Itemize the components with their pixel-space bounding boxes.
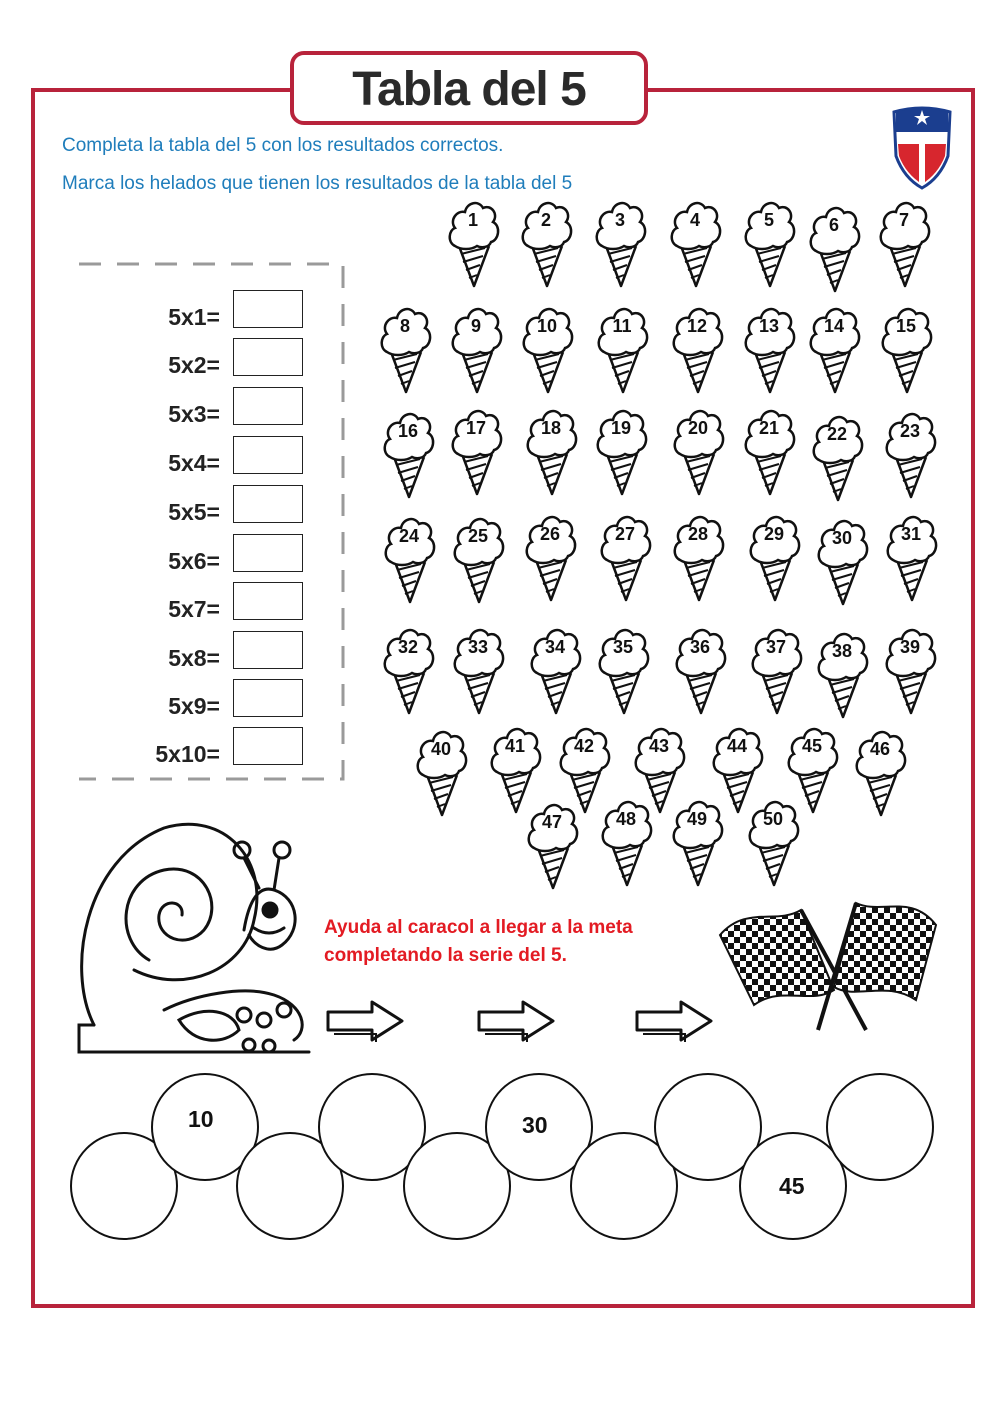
ice-cream-cone[interactable] [669, 302, 727, 394]
ice-cream-number: 14 [823, 316, 845, 336]
ice-cream-number: 32 [397, 637, 419, 657]
ice-cream-number: 26 [539, 524, 561, 544]
ice-cream-cone[interactable] [878, 302, 936, 394]
ice-cream-number: 40 [430, 739, 452, 759]
ice-cream-cone[interactable] [806, 201, 864, 293]
ice-cream-number: 1 [467, 210, 478, 230]
instruction-1: Completa la tabla del 5 con los resultados correctos. [62, 135, 504, 156]
snail-instruction-line-1: Ayuda al caracol a llegar a la meta [324, 917, 633, 938]
logo-label: LA SALLE [902, 133, 942, 142]
ice-cream-cone[interactable] [598, 795, 656, 887]
ice-cream-cone[interactable] [670, 404, 728, 496]
answer-box[interactable] [233, 290, 303, 328]
ice-cream-cone[interactable] [594, 302, 652, 394]
equation-row [100, 725, 303, 765]
answer-box[interactable] [233, 631, 303, 669]
ice-cream-number: 10 [536, 316, 558, 336]
arrow-right-icon [475, 998, 557, 1044]
answer-box[interactable] [233, 679, 303, 717]
ice-cream-number: 27 [614, 524, 636, 544]
ice-cream-number: 31 [900, 524, 922, 544]
ice-cream-number: 29 [763, 524, 785, 544]
ice-cream-cone[interactable] [741, 196, 799, 288]
ice-cream-cone[interactable] [882, 407, 940, 499]
ice-cream-cone[interactable] [852, 725, 910, 817]
answer-box[interactable] [233, 582, 303, 620]
ice-cream-cone[interactable] [524, 798, 582, 890]
snail-instruction [324, 914, 633, 970]
ice-cream-number: 3 [614, 210, 625, 230]
ice-cream-number: 13 [758, 316, 780, 336]
equation-row [100, 385, 303, 425]
equation-row [100, 677, 303, 717]
ice-cream-cone[interactable] [667, 196, 725, 288]
ice-cream-number: 39 [899, 637, 921, 657]
equation-label: 5x9= [168, 693, 220, 717]
ice-cream-cone[interactable] [593, 404, 651, 496]
ice-cream-number: 15 [895, 316, 917, 336]
equation-row [100, 580, 303, 620]
snail-instruction-line-2: completando la serie del 5. [324, 945, 567, 966]
ice-cream-number: 34 [544, 637, 566, 657]
ice-cream-cone[interactable] [413, 725, 471, 817]
equation-row [100, 629, 303, 669]
ice-cream-cone[interactable] [377, 302, 435, 394]
ice-cream-cone[interactable] [448, 404, 506, 496]
series-value: 45 [779, 1173, 805, 1199]
ice-cream-cone[interactable] [883, 510, 941, 602]
equation-label: 5x3= [168, 401, 220, 425]
equation-row [100, 483, 303, 523]
arrow-right-icon [633, 998, 715, 1044]
equation-label: 5x10= [155, 741, 220, 765]
equation-label: 5x2= [168, 352, 220, 376]
equation-row [100, 288, 303, 328]
equation-row [100, 532, 303, 572]
instruction-2: Marca los helados que tienen los resultados de la tabla del 5 [62, 173, 573, 194]
ice-cream-cone[interactable] [746, 510, 804, 602]
ice-cream-number: 48 [615, 809, 637, 829]
ice-cream-cone[interactable] [450, 623, 508, 715]
ice-cream-number: 19 [610, 418, 632, 438]
ice-cream-number: 47 [541, 812, 563, 832]
ice-cream-cone[interactable] [670, 510, 728, 602]
page-title: Tabla del 5 [352, 63, 586, 116]
title-box [290, 51, 648, 125]
ice-cream-cone[interactable] [595, 623, 653, 715]
ice-cream-number: 18 [540, 418, 562, 438]
ice-cream-cone[interactable] [745, 795, 803, 887]
ice-cream-number: 17 [465, 418, 487, 438]
ice-cream-number: 12 [686, 316, 708, 336]
ice-cream-cone[interactable] [809, 410, 867, 502]
ice-cream-number: 42 [573, 736, 595, 756]
equation-row [100, 336, 303, 376]
answer-box[interactable] [233, 534, 303, 572]
ice-cream-number: 41 [504, 736, 526, 756]
ice-cream-cone[interactable] [448, 302, 506, 394]
ice-cream-number: 2 [540, 210, 551, 230]
equation-label: 5x8= [168, 645, 220, 669]
ice-cream-cone[interactable] [672, 623, 730, 715]
ice-cream-cone[interactable] [597, 510, 655, 602]
ice-cream-number: 49 [686, 809, 708, 829]
answer-box[interactable] [233, 727, 303, 765]
ice-cream-cone[interactable] [814, 627, 872, 719]
ice-cream-number: 46 [869, 739, 891, 759]
answer-box[interactable] [233, 387, 303, 425]
checkered-flags-icon [716, 895, 940, 1035]
ice-cream-cone[interactable] [592, 196, 650, 288]
ice-cream-cone[interactable] [741, 404, 799, 496]
answer-box[interactable] [233, 485, 303, 523]
ice-cream-number: 7 [898, 210, 909, 230]
ice-cream-number: 4 [689, 210, 700, 230]
equation-label: 5x4= [168, 450, 220, 474]
ice-cream-cone[interactable] [522, 510, 580, 602]
equation-label: 5x5= [168, 499, 220, 523]
answer-box[interactable] [233, 338, 303, 376]
ice-cream-cone[interactable] [445, 196, 503, 288]
ice-cream-cone[interactable] [380, 407, 438, 499]
ice-cream-cone[interactable] [748, 623, 806, 715]
ice-cream-number: 20 [687, 418, 709, 438]
series-value: 30 [522, 1112, 548, 1138]
ice-cream-cone[interactable] [669, 795, 727, 887]
ice-cream-cone[interactable] [876, 196, 934, 288]
ice-cream-cone[interactable] [806, 302, 864, 394]
ice-cream-number: 37 [765, 637, 787, 657]
equation-label: 5x7= [168, 596, 220, 620]
ice-cream-cone[interactable] [814, 514, 872, 606]
ice-cream-number: 43 [648, 736, 670, 756]
ice-cream-number: 6 [828, 215, 839, 235]
snail-icon [74, 820, 314, 1060]
ice-cream-number: 36 [689, 637, 711, 657]
ice-cream-number: 11 [612, 316, 632, 336]
equation-label: 5x6= [168, 548, 220, 572]
ice-cream-cone[interactable] [741, 302, 799, 394]
school-shield-logo [890, 106, 954, 190]
ice-cream-number: 50 [762, 809, 784, 829]
arrow-right-icon [324, 998, 406, 1044]
answer-box[interactable] [233, 436, 303, 474]
ice-cream-cone[interactable] [450, 512, 508, 604]
ice-cream-cone[interactable] [523, 404, 581, 496]
ice-cream-number: 38 [831, 641, 853, 661]
equation-label: 5x1= [168, 304, 220, 328]
series-value: 10 [188, 1106, 214, 1132]
ice-cream-cone[interactable] [518, 196, 576, 288]
ice-cream-number: 21 [758, 418, 780, 438]
ice-cream-number: 25 [467, 526, 489, 546]
ice-cream-number: 23 [899, 421, 921, 441]
ice-cream-number: 33 [467, 637, 489, 657]
series-circle[interactable] [826, 1073, 934, 1181]
ice-cream-number: 8 [399, 316, 410, 336]
ice-cream-number: 35 [612, 637, 634, 657]
ice-cream-number: 5 [763, 210, 774, 230]
ice-cream-cone[interactable] [519, 302, 577, 394]
ice-cream-number: 24 [398, 526, 420, 546]
ice-cream-number: 30 [831, 528, 853, 548]
ice-cream-number: 9 [470, 316, 481, 336]
ice-cream-cone[interactable] [882, 623, 940, 715]
ice-cream-number: 45 [801, 736, 823, 756]
ice-cream-cone[interactable] [527, 623, 585, 715]
equation-row [100, 434, 303, 474]
ice-cream-number: 44 [726, 736, 748, 756]
ice-cream-number: 22 [826, 424, 848, 444]
ice-cream-number: 28 [687, 524, 709, 544]
ice-cream-cone[interactable] [381, 512, 439, 604]
ice-cream-cone[interactable] [380, 623, 438, 715]
ice-cream-number: 16 [397, 421, 419, 441]
